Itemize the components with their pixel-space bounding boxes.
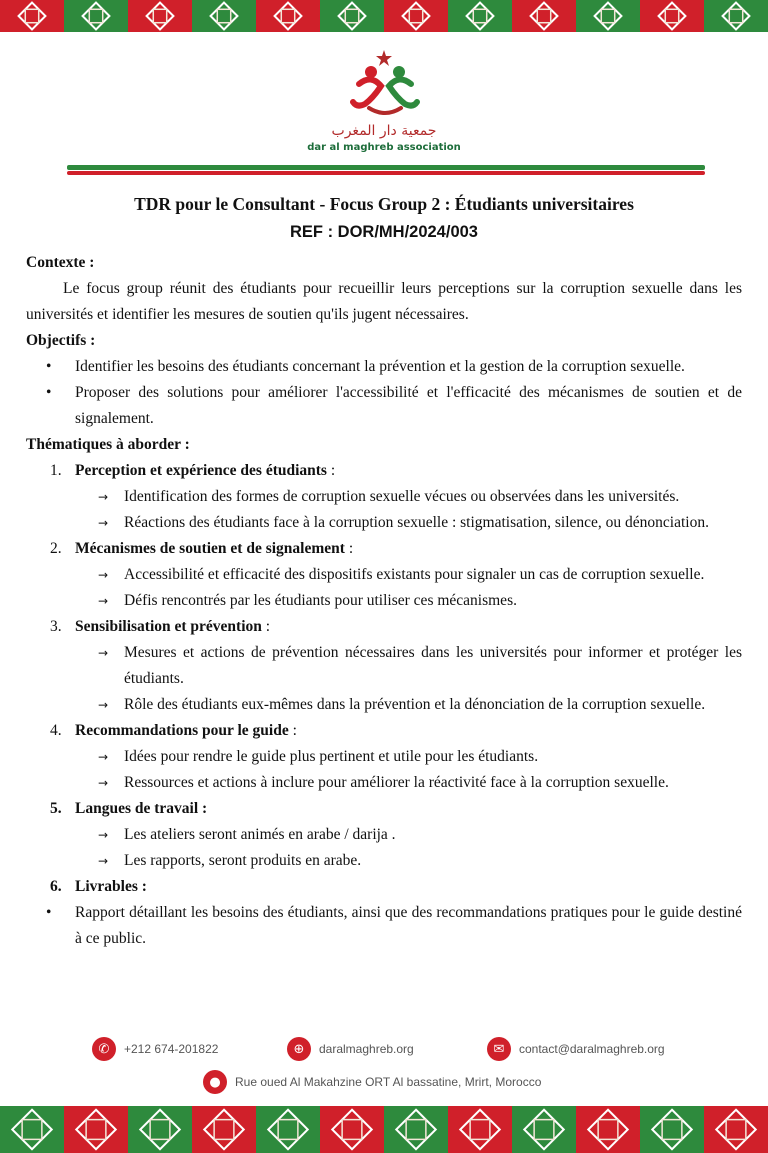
footer-website[interactable] (287, 1037, 414, 1061)
section-4-items (26, 744, 742, 796)
item-text: Idées pour rendre le guide plus pertinent et utile pour les étudiants. (124, 748, 539, 765)
website-text: daralmaghreb.org (319, 1042, 414, 1056)
list-item: → Accessibilité et efficacité des dispositifs existants pour signaler un cas de corruption sexuelle. (98, 566, 705, 583)
mail-icon: ✉ (487, 1037, 511, 1061)
item-text: Identification des formes de corruption sexuelle vécues ou observées dans les universités. (124, 488, 680, 505)
list-item: → Identification des formes de corruption sexuelle vécues ou observées dans les universités. (98, 488, 680, 505)
footer-address (203, 1070, 541, 1094)
bottom-decorative-band (0, 1106, 768, 1153)
header-rule-red (67, 171, 705, 175)
section-2-items (26, 562, 742, 614)
top-decorative-band (0, 0, 768, 32)
section-title: Livrables : (75, 878, 147, 895)
section-title: Perception et expérience des étudiants (75, 462, 327, 479)
section-3-items (26, 640, 742, 718)
phone-icon: ✆ (92, 1037, 116, 1061)
livrable-text: Rapport détaillant les besoins des étudiants, ainsi que des recommandations pratiques pour le guide destiné à ce public. (75, 904, 742, 947)
thematiques-heading: Thématiques à aborder : (26, 436, 190, 453)
item-text: Les ateliers seront animés en arabe / darija . (124, 826, 396, 843)
section-1-items (26, 484, 742, 536)
section-5-items (26, 822, 742, 874)
item-text: Réactions des étudiants face à la corruption sexuelle : stigmatisation, silence, ou dénonciation. (124, 514, 709, 531)
item-text: Accessibilité et efficacité des dispositifs existants pour signaler un cas de corruption sexuelle. (124, 566, 705, 583)
list-item: → Les ateliers seront animés en arabe / darija . (98, 826, 396, 843)
objectifs-list (26, 354, 742, 432)
footer-phone[interactable] (92, 1037, 218, 1061)
contexte-text: Le focus group réunit des étudiants pour recueillir leurs perceptions sur la corruption sexuelle dans les universités et identifier les mesures de soutien qu'ils jugent nécessaires. (26, 280, 742, 323)
section-number: 3. (50, 618, 62, 635)
section-suffix: : (261, 618, 271, 635)
section-number: 2. (50, 540, 62, 557)
section-suffix: : (288, 722, 297, 739)
section-6-heading (26, 874, 742, 900)
objectif-text: Proposer des solutions pour améliorer l'accessibilité et l'efficacité des mécanismes de soutien et de signalement. (75, 384, 742, 427)
globe-icon: ⊕ (287, 1037, 311, 1061)
section-3-heading (26, 614, 742, 640)
list-item: → Défis rencontrés par les étudiants pour utiliser ces mécanismes. (98, 592, 517, 609)
section-number: 6. (50, 878, 62, 895)
section-title: Recommandations pour le guide (75, 722, 289, 739)
list-item: → Les rapports, seront produits en arabe. (98, 852, 362, 869)
item-text: Rôle des étudiants eux-mêmes dans la prévention et la dénonciation de la corruption sexuelle. (124, 696, 706, 713)
document-body (26, 192, 742, 952)
section-4-heading (26, 718, 742, 744)
logo-arabic-text: جمعية دار المغرب (331, 123, 437, 139)
section-suffix: : (326, 462, 336, 479)
section-2-heading (26, 536, 742, 562)
address-text: Rue oued Al Makahzine ORT Al bassatine, Mrirt, Morocco (235, 1075, 542, 1089)
section-number: 4. (50, 722, 62, 739)
item-text: Défis rencontrés par les étudiants pour utiliser ces mécanismes. (124, 592, 517, 609)
list-item: • Identifier les besoins des étudiants concernant la prévention et la gestion de la corruption sexuelle. (46, 358, 685, 375)
logo-latin-text: dar al maghreb association (307, 142, 461, 153)
section-title: Mécanismes de soutien et de signalement (75, 540, 345, 557)
objectifs-heading: Objectifs : (26, 332, 96, 349)
section-title: Langues de travail : (75, 800, 208, 817)
section-number: 1. (50, 462, 62, 479)
section-title: Sensibilisation et prévention (75, 618, 262, 635)
phone-text: +212 674-201822 (124, 1042, 219, 1056)
list-item: • Proposer des solutions pour améliorer l'accessibilité et l'efficacité des mécanismes de soutien et de signalement. (46, 384, 742, 427)
list-item: → Idées pour rendre le guide plus pertinent et utile pour les étudiants. (98, 748, 539, 765)
contexte-heading: Contexte : (26, 254, 95, 271)
livrables-list (26, 900, 742, 952)
item-text: Mesures et actions de prévention nécessaires dans les universités pour informer et protéger les étudiants. (124, 644, 742, 687)
section-1-heading (26, 458, 742, 484)
list-item: → Mesures et actions de prévention nécessaires dans les universités pour informer et protéger les étudiants. (98, 644, 742, 687)
list-item: → Rôle des étudiants eux-mêmes dans la prévention et la dénonciation de la corruption sexuelle. (98, 696, 706, 713)
email-text: contact@daralmaghreb.org (519, 1042, 665, 1056)
list-item: • Rapport détaillant les besoins des étudiants, ainsi que des recommandations pratiques pour le guide destiné à ce public. (46, 904, 742, 947)
section-suffix: : (344, 540, 354, 557)
footer-email[interactable] (487, 1037, 665, 1061)
item-text: Ressources et actions à inclure pour améliorer la réactivité face à la corruption sexuelle. (124, 774, 669, 791)
list-item: → Ressources et actions à inclure pour améliorer la réactivité face à la corruption sexuelle. (98, 774, 669, 791)
item-text: Les rapports, seront produits en arabe. (124, 852, 362, 869)
document-reference: REF : DOR/MH/2024/003 (290, 223, 478, 241)
section-number: 5. (50, 800, 62, 817)
list-item: → Réactions des étudiants face à la corruption sexuelle : stigmatisation, silence, ou dénonciation. (98, 514, 709, 531)
document-title: TDR pour le Consultant - Focus Group 2 : Étudiants universitaires (134, 194, 634, 214)
objectif-text: Identifier les besoins des étudiants concernant la prévention et la gestion de la corruption sexuelle. (75, 358, 685, 375)
header-rule-green (67, 165, 705, 170)
location-pin-icon: ● (203, 1070, 227, 1094)
section-5-heading (26, 796, 742, 822)
